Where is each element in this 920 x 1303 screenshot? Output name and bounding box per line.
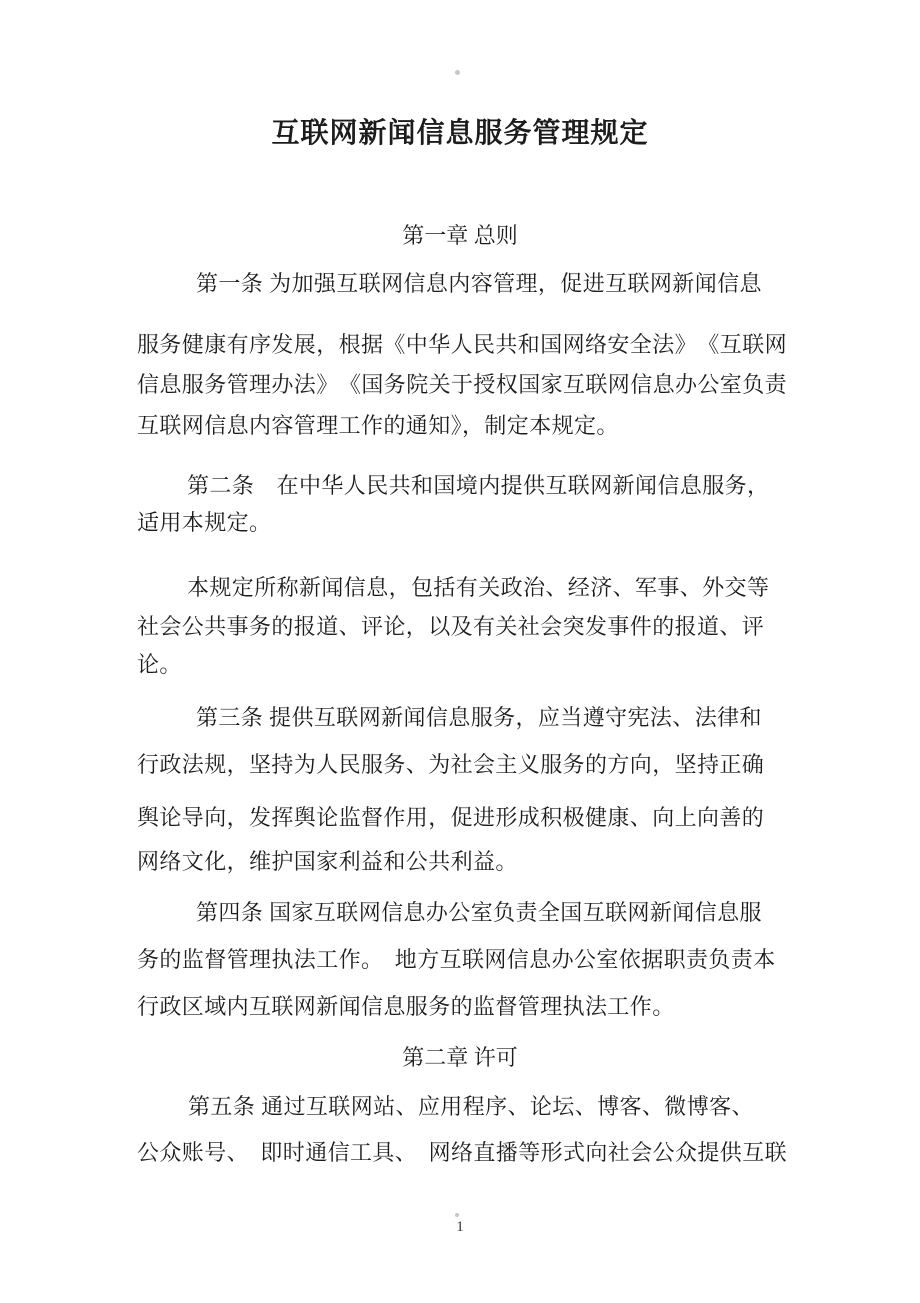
chapter-2-heading: 第二章 许可 [402, 1045, 518, 1070]
text-line-article1-2: 服务健康有序发展，根据《中华人民共和国网络安全法》 《互联网 [137, 332, 788, 357]
text-line-definition-2: 社会公共事务的报道、评论，以及有关社会突发事件的报道、评 [137, 614, 765, 639]
text-line-article2-1: 第二条 在中华人民共和国境内提供互联网新闻信息服务， [187, 473, 770, 498]
text-line-definition-3: 论。 [137, 652, 182, 677]
document-title: 互联网新闻信息服务管理规定 [271, 118, 649, 149]
scan-artifact-speck-top [455, 70, 460, 75]
text-line-article5-2: 公众账号、 即时通信工具、 网络直播等形式向社会公众提供互联 [137, 1140, 788, 1165]
text-line-article4-1: 第四条 国家互联网信息办公室负责全国互联网新闻信息服 [196, 900, 762, 925]
text-line-article3-2: 行政法规，坚持为人民服务、为社会主义服务的方向，坚持正确 [137, 752, 765, 777]
text-line-article2-2: 适用本规定。 [137, 510, 272, 535]
text-line-article4-3: 行政区域内互联网新闻信息服务的监督管理执法工作。 [137, 994, 675, 1019]
text-line-article3-4: 网络文化，维护国家利益和公共利益。 [137, 849, 518, 874]
text-line-definition-1: 本规定所称新闻信息，包括有关政治、经济、军事、外交等 [187, 575, 770, 600]
text-line-article3-3: 舆论导向，发挥舆论监督作用，促进形成积极健康、向上向善的 [137, 805, 765, 830]
text-line-article1-1: 第一条 为加强互联网信息内容管理，促进互联网新闻信息 [196, 271, 762, 296]
page-number: 1 [456, 1219, 464, 1235]
text-line-article4-2: 务的监督管理执法工作。 地方互联网信息办公室依据职责负责本 [137, 947, 776, 972]
text-line-article1-4: 互联网信息内容管理工作的通知》，制定本规定。 [137, 413, 619, 438]
text-line-article1-3: 信息服务管理办法》 《国务院关于授权国家互联网信息办公室负责 [137, 372, 788, 397]
chapter-1-heading: 第一章 总则 [402, 223, 518, 248]
text-line-article5-1: 第五条 通过互联网站、应用程序、论坛、博客、微博客、 [188, 1094, 754, 1119]
text-line-article3-1: 第三条 提供互联网新闻信息服务，应当遵守宪法、法律和 [196, 705, 762, 730]
